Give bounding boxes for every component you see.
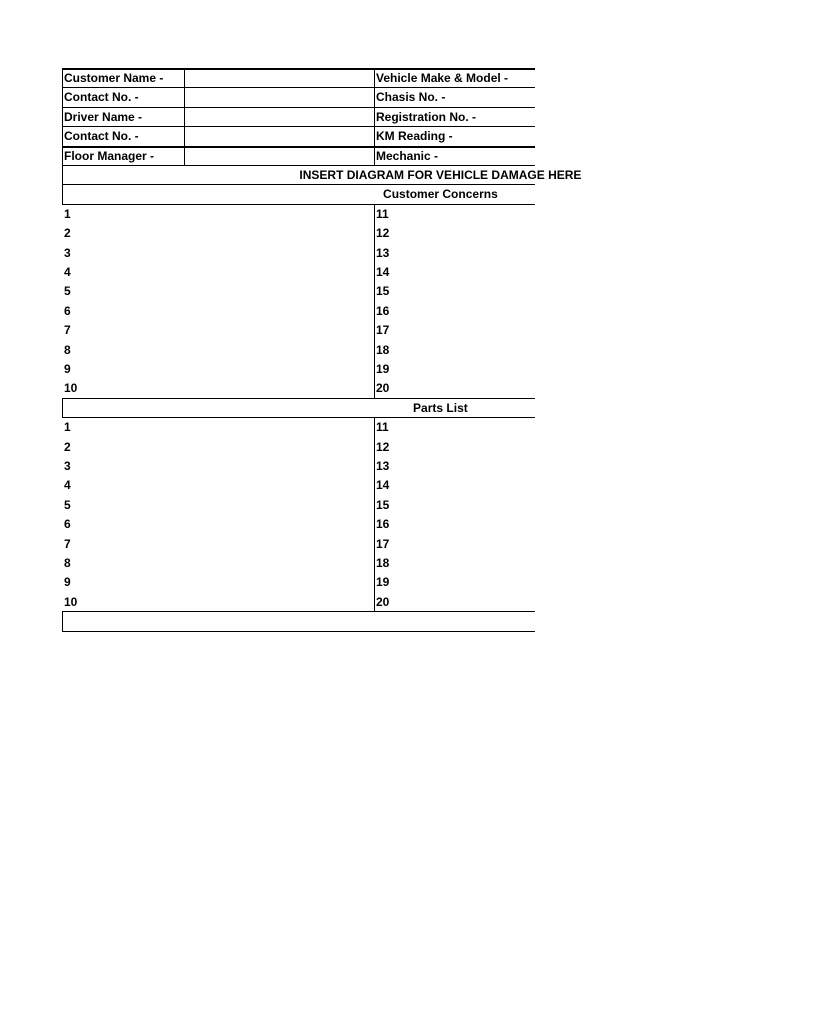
column-divider (62, 184, 63, 203)
list-item-number: 15 (376, 497, 390, 512)
section-title: Parts List (413, 400, 468, 415)
list-item-number: 12 (376, 439, 390, 454)
field-value-input[interactable] (186, 69, 372, 88)
list-item-number: 2 (64, 439, 71, 454)
list-item-entry[interactable] (102, 205, 372, 224)
list-item-number: 13 (376, 459, 390, 473)
column-divider (62, 68, 63, 165)
list-item-number: 7 (64, 536, 71, 551)
list-item-number: 20 (376, 381, 390, 396)
list-item-entry[interactable] (414, 593, 535, 612)
list-item-number: 2 (64, 226, 71, 241)
list-item-number: 15 (376, 284, 390, 299)
field-label: Chasis No. - (376, 90, 446, 105)
list-item-entry[interactable] (102, 573, 372, 592)
list-item-entry[interactable] (102, 224, 372, 243)
list-item-number: 11 (376, 420, 389, 435)
list-item-entry[interactable] (414, 438, 535, 457)
field-label: KM Reading - (376, 129, 453, 144)
list-item-number: 5 (64, 284, 71, 299)
list-item-entry[interactable] (414, 263, 535, 282)
field-label: Floor Manager - (64, 148, 155, 163)
list-item-entry[interactable] (414, 224, 535, 243)
field-label: Registration No. - (376, 109, 477, 124)
list-item-entry[interactable] (414, 302, 535, 321)
list-item-number: 19 (376, 575, 390, 590)
list-item-number: 4 (64, 478, 71, 493)
column-divider (374, 68, 375, 165)
list-item-entry[interactable] (102, 379, 372, 398)
list-item-number: 17 (376, 323, 390, 338)
list-item-number: 3 (64, 245, 71, 260)
list-item-entry[interactable] (414, 244, 535, 263)
list-item-number: 19 (376, 362, 390, 376)
list-item-entry[interactable] (414, 205, 535, 224)
column-divider (374, 417, 375, 611)
field-value-input[interactable] (186, 147, 372, 166)
column-divider (184, 68, 185, 165)
list-item-number: 9 (64, 575, 71, 590)
list-item-number: 12 (376, 226, 390, 241)
column-divider (62, 398, 63, 417)
list-item-number: 4 (64, 265, 71, 279)
list-item-number: 17 (376, 536, 390, 551)
field-value-input[interactable] (186, 108, 372, 127)
list-item-entry[interactable] (102, 438, 372, 457)
list-item-entry[interactable] (414, 535, 535, 554)
job-card-sheet (62, 68, 582, 633)
list-item-number: 9 (64, 362, 71, 376)
column-divider (62, 165, 63, 184)
list-item-number: 16 (376, 517, 390, 532)
list-item-entry[interactable] (102, 282, 372, 301)
field-label: Contact No. - (64, 129, 139, 144)
field-label: Customer Name - (64, 71, 164, 85)
field-value-input[interactable] (186, 127, 372, 146)
list-item-entry[interactable] (102, 302, 372, 321)
list-item-entry[interactable] (102, 593, 372, 612)
list-item-entry[interactable] (414, 379, 535, 398)
list-item-number: 6 (64, 517, 71, 532)
list-item-number: 7 (64, 323, 71, 338)
list-item-entry[interactable] (414, 476, 535, 495)
section-title: Customer Concerns (383, 187, 498, 202)
list-item-number: 18 (376, 556, 390, 570)
list-item-entry[interactable] (102, 535, 372, 554)
list-item-entry[interactable] (414, 321, 535, 340)
column-divider (374, 204, 375, 398)
list-item-entry[interactable] (414, 360, 535, 379)
list-item-number: 16 (376, 303, 390, 318)
field-label: Driver Name - (64, 109, 143, 124)
list-item-number: 14 (376, 478, 390, 493)
list-item-number: 1 (64, 420, 71, 435)
row-divider (62, 611, 535, 612)
list-item-number: 5 (64, 497, 71, 512)
field-label: Vehicle Make & Model - (376, 71, 509, 85)
list-item-number: 3 (64, 459, 71, 473)
list-item-entry[interactable] (102, 360, 372, 379)
column-divider (62, 611, 63, 630)
list-item-number: 10 (64, 594, 78, 609)
list-item-entry[interactable] (414, 573, 535, 592)
list-item-entry[interactable] (102, 321, 372, 340)
list-item-entry[interactable] (102, 244, 372, 263)
list-item-number: 14 (376, 265, 390, 279)
list-item-entry[interactable] (102, 554, 372, 573)
list-item-entry[interactable] (414, 496, 535, 515)
list-item-number: 18 (376, 342, 390, 357)
list-item-entry[interactable] (102, 515, 372, 534)
list-item-number: 8 (64, 342, 71, 357)
list-item-number: 8 (64, 556, 71, 570)
list-item-number: 20 (376, 594, 390, 609)
field-label: Mechanic - (376, 148, 439, 163)
list-item-entry[interactable] (102, 457, 372, 476)
list-item-number: 11 (376, 206, 389, 221)
list-item-number: 13 (376, 245, 390, 260)
damage-diagram-banner: INSERT DIAGRAM FOR VEHICLE DAMAGE HERE (299, 168, 582, 182)
list-item-number: 1 (64, 206, 71, 221)
list-item-number: 10 (64, 381, 78, 396)
field-value-input[interactable] (186, 88, 372, 107)
list-item-entry[interactable] (102, 476, 372, 495)
list-item-entry[interactable] (414, 418, 535, 437)
list-item-entry[interactable] (414, 554, 535, 573)
list-item-entry[interactable] (102, 263, 372, 282)
list-item-entry[interactable] (102, 341, 372, 360)
row-divider (62, 631, 535, 632)
list-item-entry[interactable] (102, 496, 372, 515)
list-item-entry[interactable] (102, 418, 372, 437)
list-item-entry[interactable] (414, 282, 535, 301)
list-item-number: 6 (64, 303, 71, 318)
list-item-entry[interactable] (414, 341, 535, 360)
list-item-entry[interactable] (414, 515, 535, 534)
field-label: Contact No. - (64, 90, 139, 105)
list-item-entry[interactable] (414, 457, 535, 476)
